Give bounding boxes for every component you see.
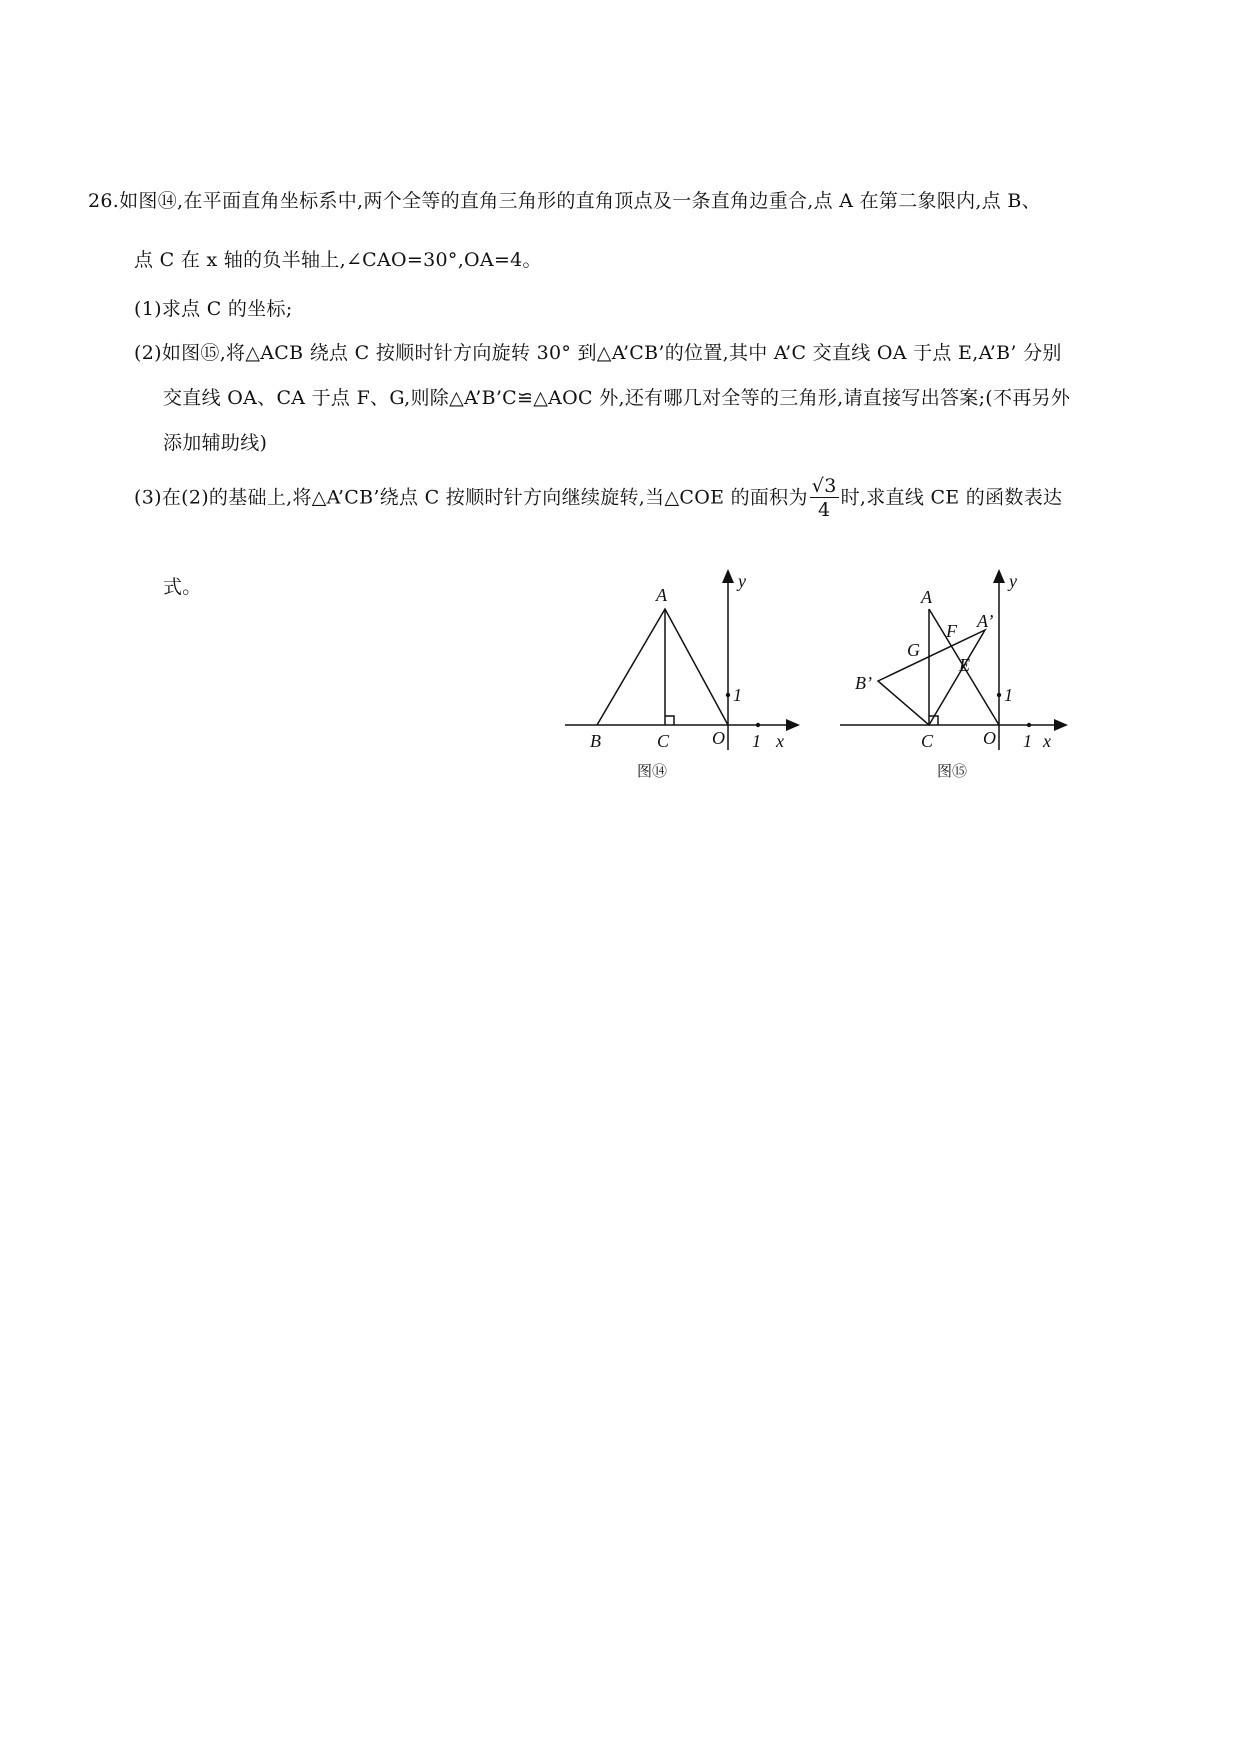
tick-y-one (726, 693, 730, 697)
fraction-denominator: 4 (817, 498, 831, 521)
label-one-x: 1 (752, 731, 761, 750)
triangle-a-prime-b-prime-c (878, 630, 985, 725)
tick-x-one (756, 723, 760, 727)
label-g: G (907, 640, 920, 660)
x-axis-arrow-icon (786, 719, 800, 731)
figure-14-diagram (560, 565, 810, 750)
y-axis-arrow-icon (722, 569, 734, 583)
question-2-line3: 添加辅助线) (163, 432, 268, 454)
sqrt3-over-4-fraction (810, 476, 839, 521)
triangle-abo (597, 609, 728, 725)
label-one-y: 1 (1004, 685, 1013, 705)
label-x: x (776, 731, 784, 750)
label-o: O (983, 728, 996, 748)
y-axis-arrow-icon (993, 569, 1005, 583)
x-axis-arrow-icon (1054, 719, 1068, 731)
label-one-x: 1 (1023, 731, 1032, 750)
question-2-line2: 交直线 OA、CA 于点 F、G,则除△A’B’C≌△AOC 外,还有哪几对全等的三角形,请直接写出答案;(不再另外 (163, 387, 1071, 409)
label-y: y (1009, 571, 1017, 591)
question-2-line1: (2)如图⑮,将△ACB 绕点 C 按顺时针方向旋转 30° 到△A’CB’的位置,其中 A’C 交直线 OA 于点 E,A’B’ 分别 (134, 342, 1062, 364)
question-1: (1)求点 C 的坐标; (134, 298, 293, 320)
problem-intro-line1: 26.如图⑭,在平面直角坐标系中,两个全等的直角三角形的直角顶点及一条直角边重合,点 A 在第二象限内,点 B、 (88, 190, 1041, 212)
question-3-text-before: (3)在(2)的基础上,将△A’CB’绕点 C 按顺时针方向继续旋转,当△COE 的面积为 (134, 486, 808, 509)
label-c: C (657, 731, 670, 750)
right-angle-mark (665, 716, 674, 725)
label-a-prime: A’ (977, 611, 994, 631)
question-3-text-after: 时,求直线 CE 的函数表达 (840, 486, 1063, 509)
figure-15-caption: 图⑮ (937, 762, 968, 780)
label-one-y: 1 (733, 685, 742, 705)
label-e: E (959, 655, 970, 675)
tick-y-one (997, 693, 1001, 697)
fraction-numerator: √3 (811, 475, 837, 497)
label-a: A (921, 587, 932, 607)
label-b: B (590, 731, 601, 750)
label-x: x (1043, 731, 1051, 750)
figure-15-diagram (835, 565, 1075, 750)
label-f: F (946, 621, 957, 641)
figure-14-caption: 图⑭ (637, 762, 668, 780)
question-3-line1 (134, 476, 1062, 521)
label-c: C (921, 731, 934, 750)
tick-x-one (1027, 723, 1031, 727)
label-y: y (738, 571, 746, 591)
question-3-line2: 式。 (163, 576, 202, 598)
label-a: A (656, 585, 667, 605)
problem-intro-line2: 点 C 在 x 轴的负半轴上,∠CAO=30°,OA=4。 (134, 249, 542, 271)
label-o: O (712, 728, 725, 748)
label-b-prime: B’ (855, 673, 872, 693)
